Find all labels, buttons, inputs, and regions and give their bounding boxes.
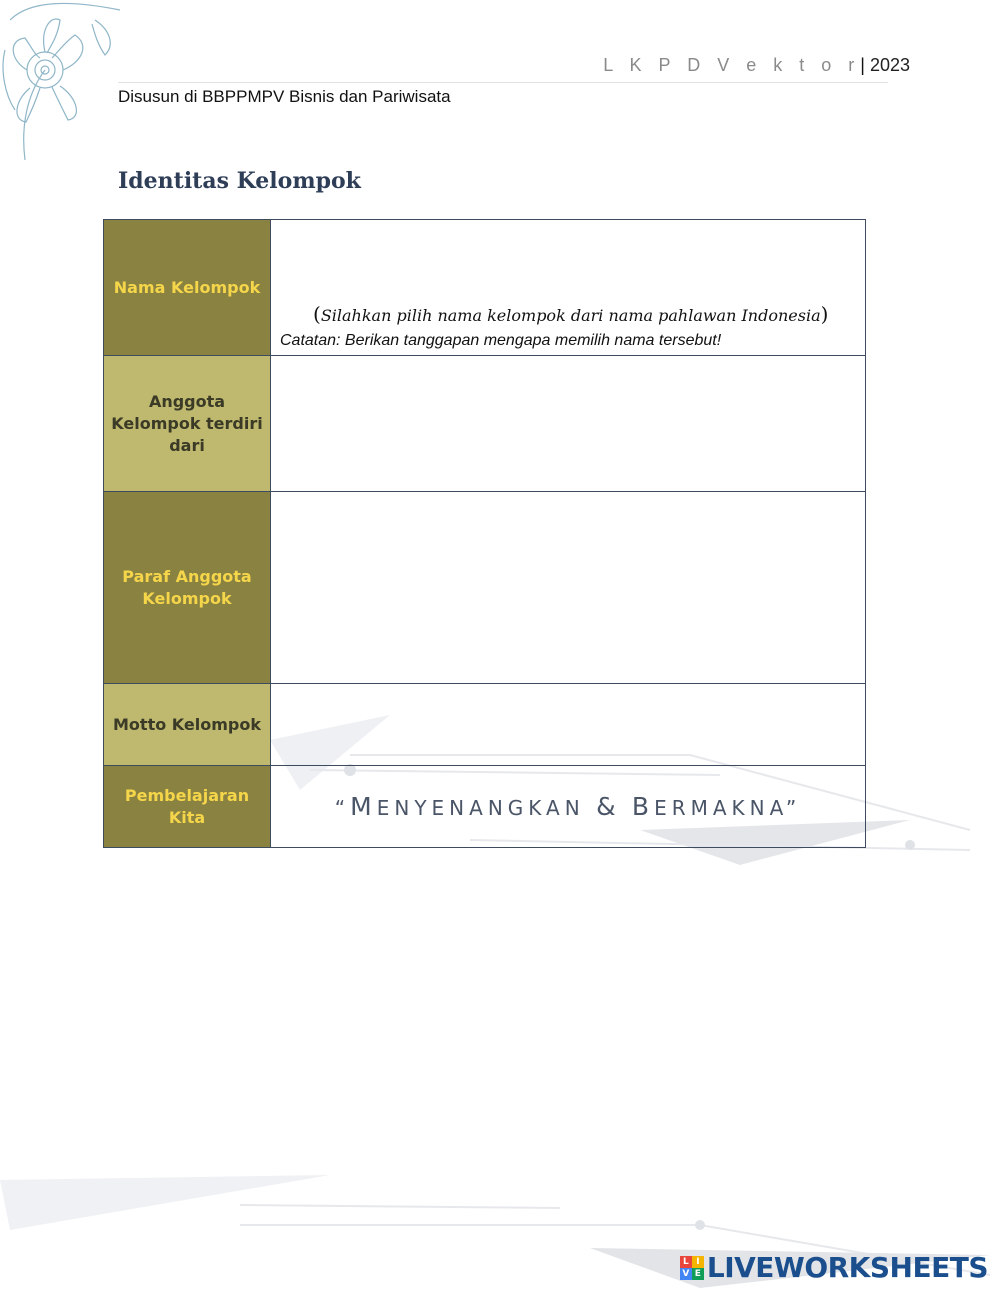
- logo-mark-icon: L I V E: [680, 1256, 704, 1280]
- label-our-learning: Pembelajaran Kita: [104, 766, 271, 848]
- table-row: [104, 766, 866, 848]
- label-group-members: Anggota Kelompok terdiri dari: [104, 356, 271, 492]
- doc-title: L K P D V e k t o r: [603, 55, 861, 75]
- table-row: [104, 220, 866, 356]
- group-members-field[interactable]: [271, 356, 866, 492]
- document-header: [603, 55, 910, 76]
- flower-illustration: [0, 0, 130, 165]
- table-row: [104, 684, 866, 766]
- liveworksheets-logo: [680, 1251, 988, 1284]
- institution-subtitle: Disusun di BBPPMPV Bisnis dan Pariwisata: [118, 87, 451, 106]
- group-name-note: Catatan: Berikan tanggapan mengapa memilih nama tersebut!: [280, 332, 722, 349]
- member-signatures-field[interactable]: [271, 492, 866, 684]
- label-group-name: Nama Kelompok: [104, 220, 271, 356]
- table-row: [104, 356, 866, 492]
- header-separator: |: [860, 55, 865, 75]
- header-divider: [118, 82, 888, 83]
- logo-text: LIVEWORKSHEETS: [706, 1251, 988, 1284]
- label-group-motto: Motto Kelompok: [104, 684, 271, 766]
- group-name-hint: (Silahkan pilih nama kelompok dari nama pahlawan Indonesia): [313, 302, 829, 326]
- group-identity-table: [103, 219, 866, 848]
- doc-year: 2023: [869, 55, 910, 75]
- learning-motto: “MENYENANGKAN & BERMAKNA”: [271, 766, 866, 848]
- label-member-signatures: Paraf Anggota Kelompok: [104, 492, 271, 684]
- table-row: [104, 492, 866, 684]
- group-motto-field[interactable]: [271, 684, 866, 766]
- section-title: Identitas Kelompok: [118, 168, 361, 194]
- group-name-field[interactable]: [271, 220, 866, 356]
